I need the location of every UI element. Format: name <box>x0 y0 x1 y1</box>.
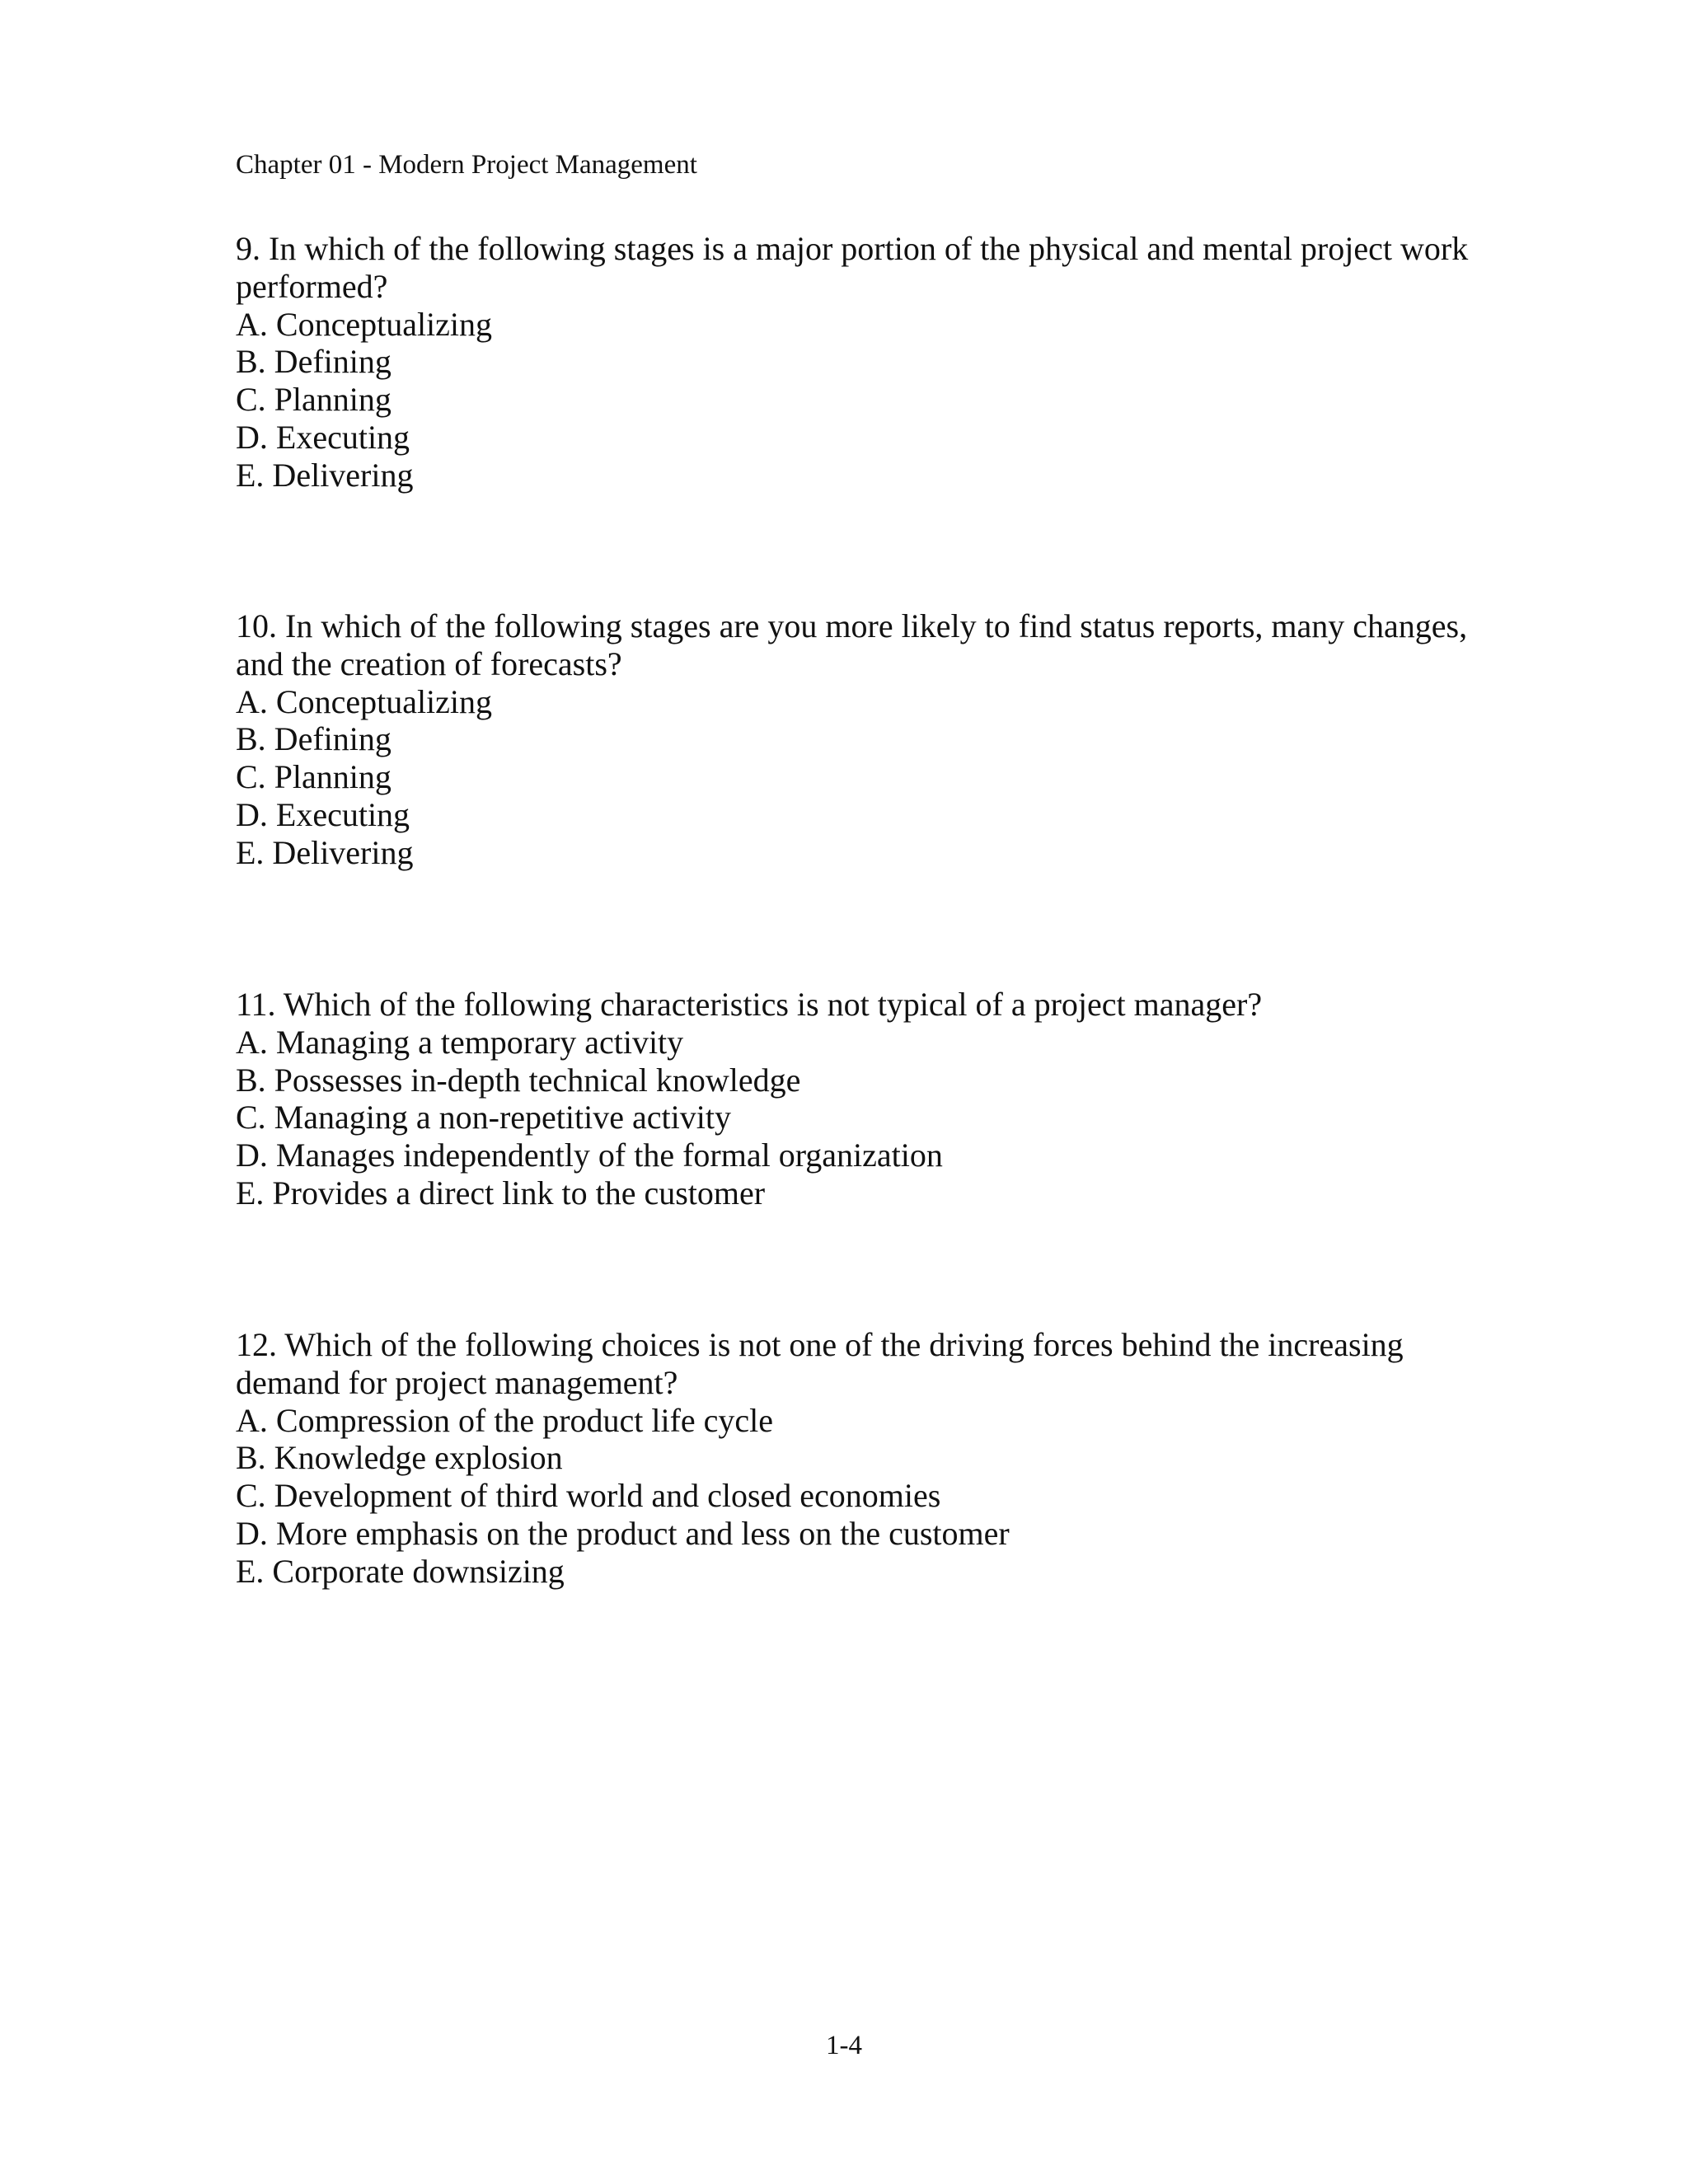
option-b: B. Defining <box>236 720 392 758</box>
option-c: C. Managing a non-repetitive activity <box>236 1099 731 1137</box>
option-e: E. Delivering <box>236 833 414 871</box>
option-c: C. Planning <box>236 758 392 796</box>
page-number: 1-4 <box>826 2031 862 2060</box>
option-a: A. Compression of the product life cycle <box>236 1401 774 1439</box>
question-stem: 9. In which of the following stages is a major portion of the physical and mental project work performed? <box>236 230 1469 305</box>
answer-options <box>236 306 1497 494</box>
option-b: B. Defining <box>236 343 392 381</box>
option-b: B. Possesses in-depth technical knowledge <box>236 1061 801 1099</box>
option-d: D. Executing <box>236 795 410 833</box>
answer-options <box>236 683 1497 872</box>
option-a: A. Conceptualizing <box>236 305 493 343</box>
page-header: Chapter 01 - Modern Project Management <box>236 150 697 180</box>
question-11 <box>236 986 1497 1212</box>
option-e: E. Delivering <box>236 456 414 494</box>
option-e: E. Corporate downsizing <box>236 1552 565 1590</box>
question-10 <box>236 607 1497 872</box>
option-c: C. Planning <box>236 381 392 419</box>
question-stem: 12. Which of the following choices is not one of the driving forces behind the increasing demand for project management? <box>236 1326 1404 1401</box>
option-a: A. Conceptualizing <box>236 682 493 720</box>
question-stem: 10. In which of the following stages are you more likely to find status reports, many changes, and the creation of forecasts? <box>236 607 1468 682</box>
option-e: E. Provides a direct link to the customer <box>236 1174 766 1212</box>
question-12 <box>236 1326 1497 1591</box>
question-9 <box>236 230 1497 494</box>
option-d: D. Manages independently of the formal organization <box>236 1137 943 1174</box>
option-d: D. Executing <box>236 418 410 456</box>
option-c: C. Development of third world and closed economies <box>236 1477 941 1515</box>
question-stem: 11. Which of the following characteristics is not typical of a project manager? <box>236 986 1263 1023</box>
option-d: D. More emphasis on the product and less on the customer <box>236 1514 1010 1552</box>
option-b: B. Knowledge explosion <box>236 1439 563 1477</box>
answer-options <box>236 1402 1497 1591</box>
option-a: A. Managing a temporary activity <box>236 1023 684 1061</box>
answer-options <box>236 1024 1497 1212</box>
